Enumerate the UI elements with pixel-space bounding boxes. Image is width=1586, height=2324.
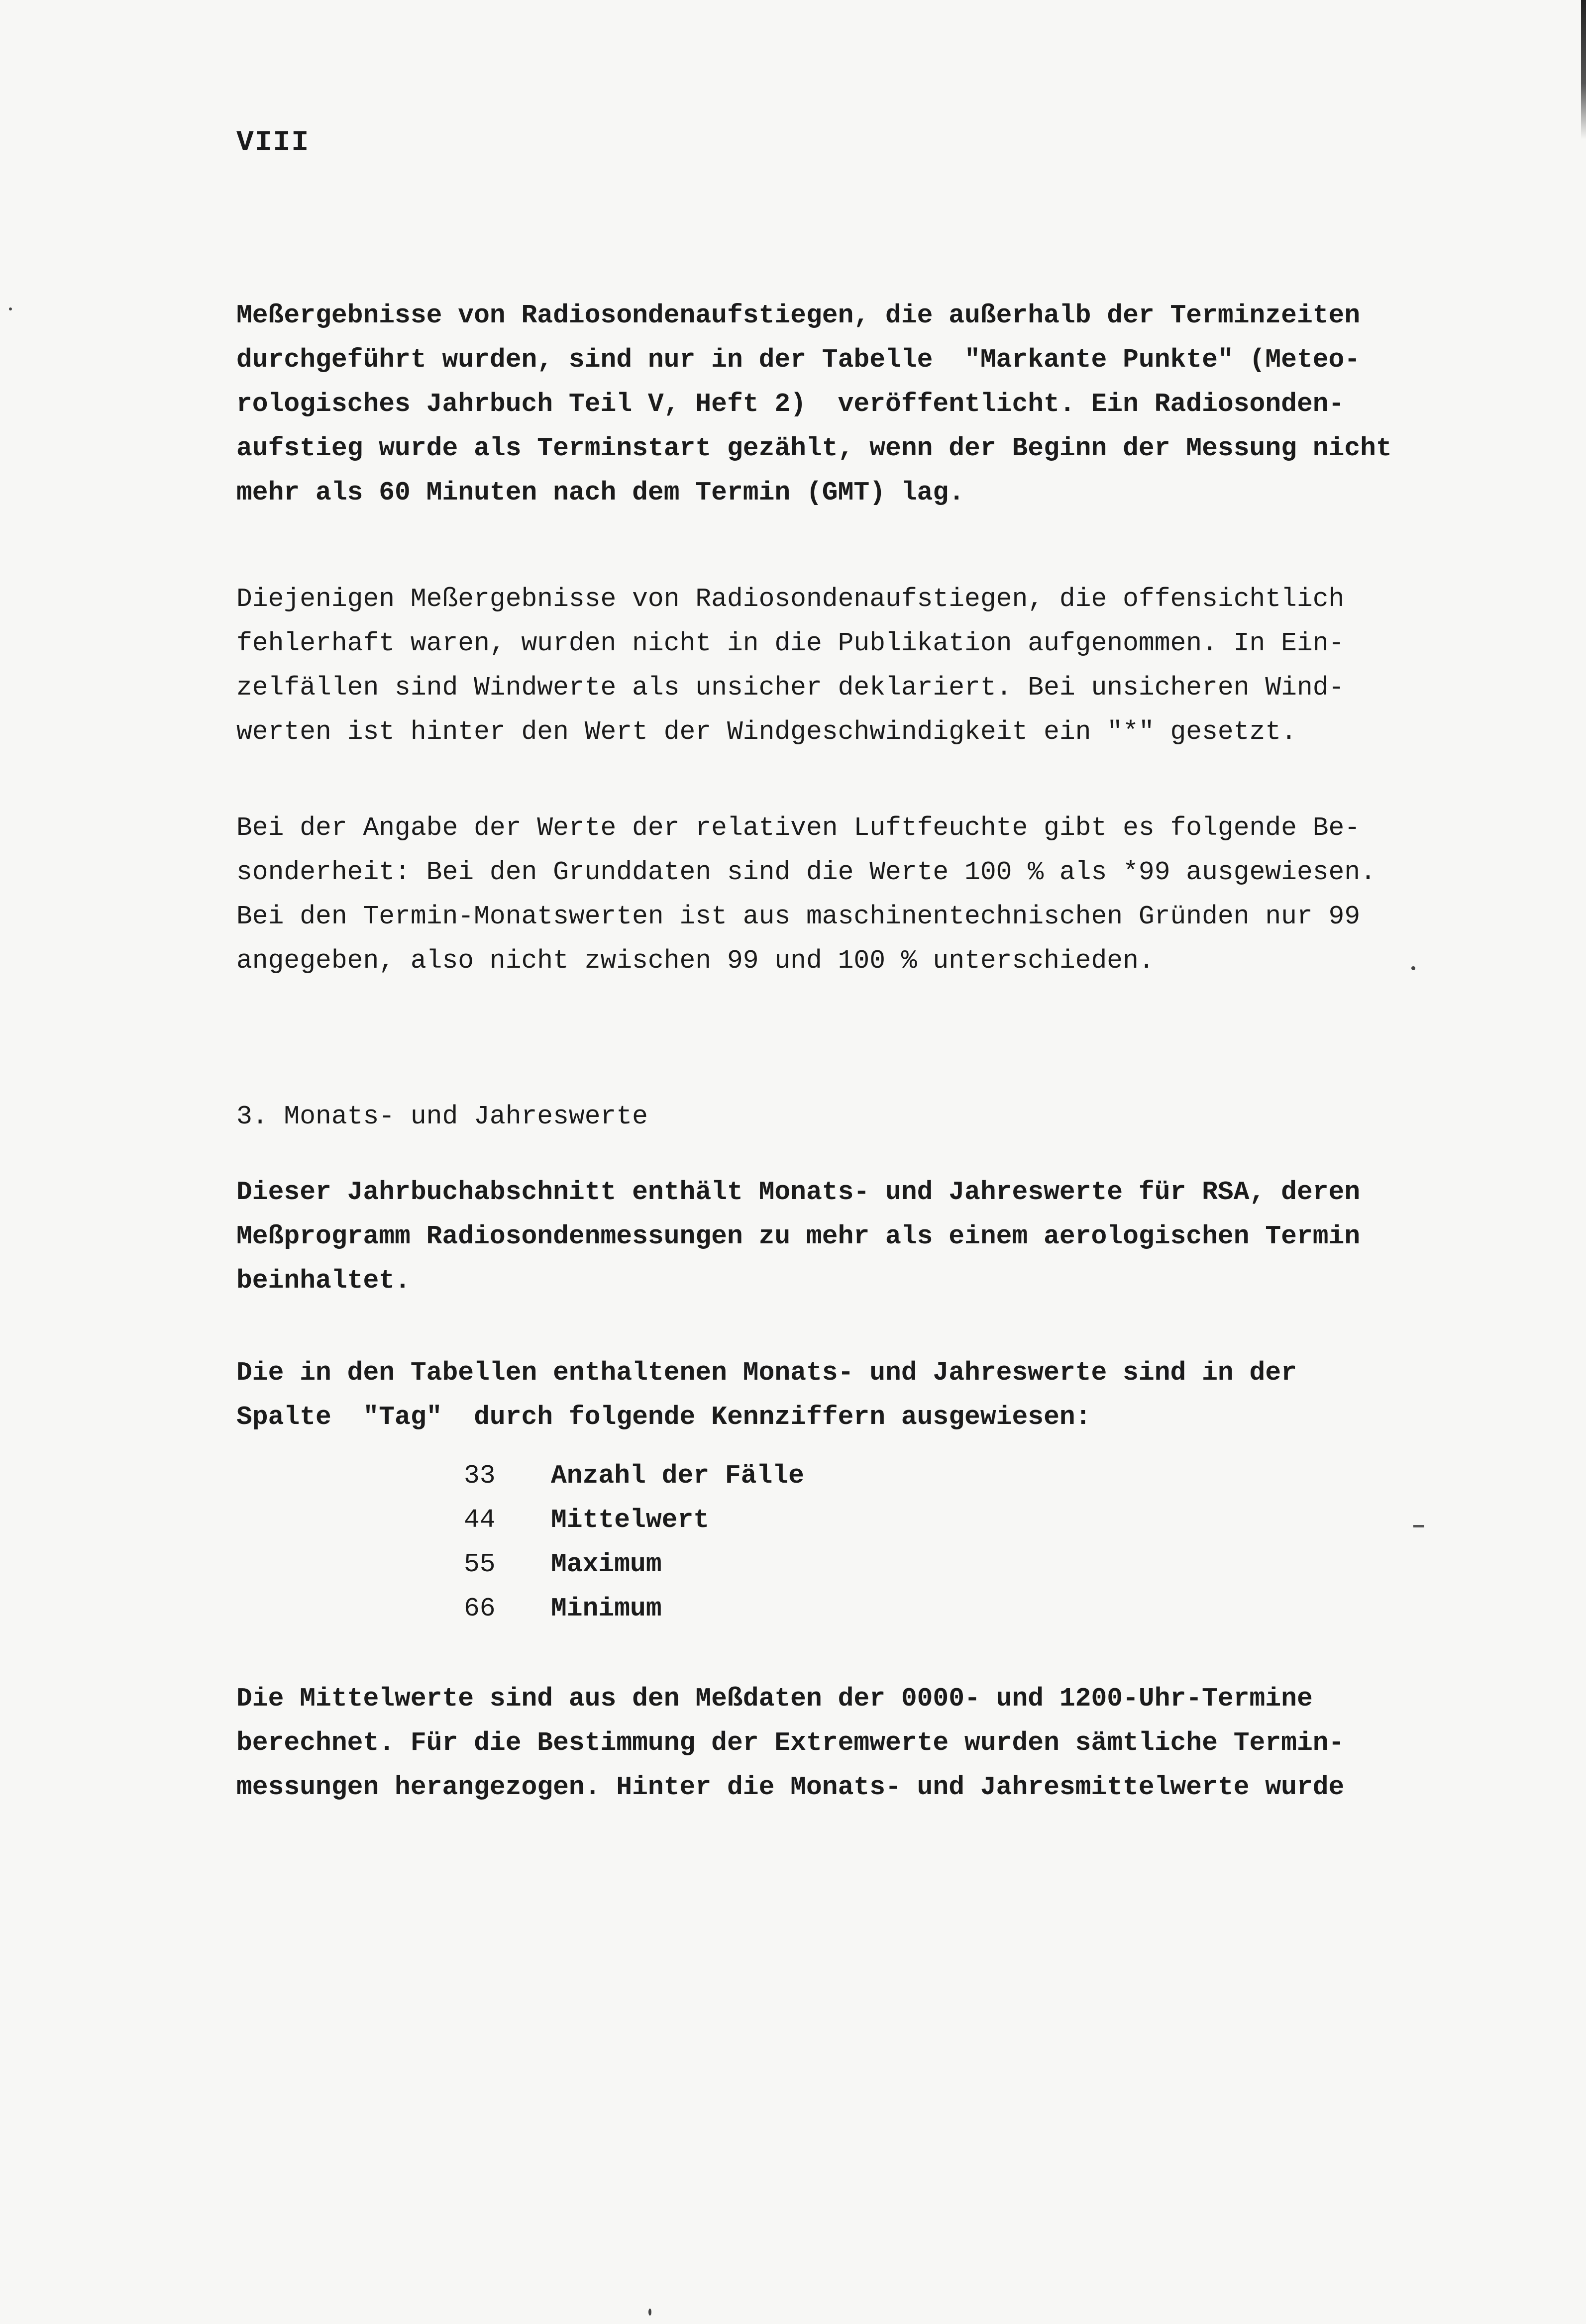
code-label: Minimum	[551, 1594, 662, 1623]
text-line: aufstieg wurde als Terminstart gezählt, wenn der Beginn der Messung nicht	[236, 433, 1392, 463]
text-line: durchgeführt wurden, sind nur in der Tabelle "Markante Punkte" (Meteo-	[236, 345, 1361, 375]
code-number: 55	[464, 1549, 496, 1579]
code-number: 33	[464, 1461, 496, 1491]
code-item	[464, 1454, 804, 1498]
code-item	[464, 1542, 804, 1587]
code-label: Mittelwert	[551, 1505, 710, 1535]
code-number: 66	[464, 1594, 496, 1623]
text-line: Meßprogramm Radiosondenmessungen zu mehr als einem aerologischen Termin	[236, 1221, 1361, 1251]
section-paragraph-1	[236, 1170, 1381, 1303]
paragraph-3	[236, 806, 1381, 983]
text-line: Die Mittelwerte sind aus den Meßdaten der 0000- und 1200-Uhr-Termine	[236, 1684, 1313, 1714]
text-line: Diejenigen Meßergebnisse von Radiosondenaufstiegen, die offensichtlich	[236, 584, 1345, 614]
text-line: berechnet. Für die Bestimmung der Extremwerte wurden sämtliche Termin-	[236, 1728, 1345, 1758]
scan-dash	[1413, 1525, 1424, 1527]
text-line: Meßergebnisse von Radiosondenaufstiegen, die außerhalb der Terminzeiten	[236, 301, 1361, 330]
closing-paragraph	[236, 1677, 1381, 1810]
section-paragraph-2	[236, 1351, 1381, 1439]
section-heading: 3. Monats- und Jahreswerte	[236, 1102, 648, 1131]
paragraph-1	[236, 294, 1392, 515]
text-line: fehlerhaft waren, wurden nicht in die Publikation aufgenommen. In Ein-	[236, 628, 1345, 658]
page-number: VIII	[236, 127, 310, 159]
text-line: Bei der Angabe der Werte der relativen Luftfeuchte gibt es folgende Be-	[236, 813, 1361, 843]
text-line: angegeben, also nicht zwischen 99 und 100 % unterschieden.	[236, 946, 1155, 976]
text-line: Spalte "Tag" durch folgende Kennziffern ausgewiesen:	[236, 1402, 1091, 1432]
scan-speck	[1411, 966, 1415, 970]
code-label: Maximum	[551, 1549, 662, 1579]
code-list	[464, 1454, 804, 1631]
text-line: beinhaltet.	[236, 1266, 411, 1296]
text-line: messungen herangezogen. Hinter die Monats- und Jahresmittelwerte wurde	[236, 1772, 1345, 1802]
text-line: Bei den Termin-Monatswerten ist aus maschinentechnischen Gründen nur 99	[236, 902, 1361, 931]
scan-speck	[648, 2309, 651, 2316]
scan-speck	[9, 307, 12, 310]
text-line: sonderheit: Bei den Grunddaten sind die Werte 100 % als *99 ausgewiesen.	[236, 857, 1376, 887]
text-line: Dieser Jahrbuchabschnitt enthält Monats- und Jahreswerte für RSA, deren	[236, 1177, 1361, 1207]
scan-edge-mark	[1581, 0, 1586, 139]
text-line: Die in den Tabellen enthaltenen Monats- und Jahreswerte sind in der	[236, 1358, 1297, 1388]
text-line: zelfällen sind Windwerte als unsicher deklariert. Bei unsicheren Wind-	[236, 673, 1345, 703]
code-label: Anzahl der Fälle	[551, 1461, 804, 1491]
paragraph-2	[236, 577, 1381, 754]
code-number: 44	[464, 1505, 496, 1535]
text-line: werten ist hinter den Wert der Windgeschwindigkeit ein "*" gesetzt.	[236, 717, 1297, 747]
code-item	[464, 1587, 804, 1631]
code-item	[464, 1498, 804, 1542]
text-line: rologisches Jahrbuch Teil V, Heft 2) veröffentlicht. Ein Radiosonden-	[236, 389, 1345, 419]
text-line: mehr als 60 Minuten nach dem Termin (GMT) lag.	[236, 478, 965, 507]
